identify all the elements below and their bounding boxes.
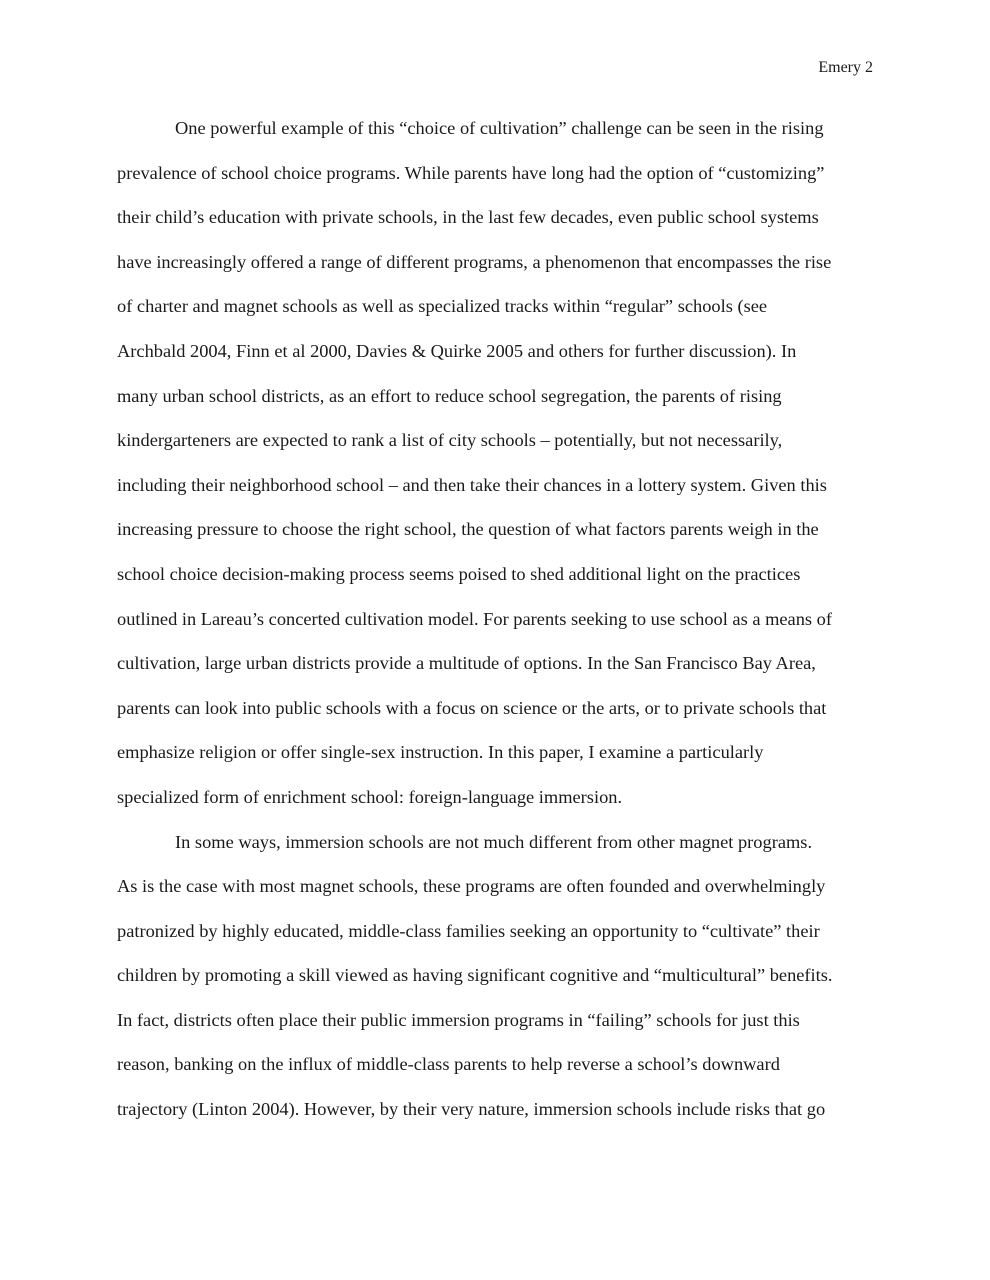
- text-line: reason, banking on the influx of middle-class parents to help reverse a school’s downward: [117, 1054, 780, 1075]
- text-line: have increasingly offered a range of different programs, a phenomenon that encompasses the rise: [117, 251, 832, 272]
- text-line: trajectory (Linton 2004). However, by their very nature, immersion schools include risks that go: [117, 1099, 826, 1120]
- text-line: prevalence of school choice programs. While parents have long had the option of “customizing”: [117, 162, 825, 183]
- text-line: parents can look into public schools with a focus on science or the arts, or to private schools that: [117, 697, 827, 718]
- text-line: specialized form of enrichment school: foreign-language immersion.: [117, 786, 623, 807]
- text-line: children by promoting a skill viewed as having significant cognitive and “multicultural” benefits.: [117, 965, 833, 986]
- text-line: In some ways, immersion schools are not much different from other magnet programs.: [175, 831, 813, 852]
- text-line: cultivation, large urban districts provide a multitude of options. In the San Francisco Bay Area,: [117, 653, 816, 674]
- text-line: many urban school districts, as an effort to reduce school segregation, the parents of rising: [117, 385, 782, 406]
- text-line: patronized by highly educated, middle-class families seeking an opportunity to “cultivate” their: [117, 920, 820, 941]
- paragraph-2: [117, 825, 877, 1137]
- text-line: school choice decision-making process seems poised to shed additional light on the practices: [117, 563, 801, 584]
- paragraph-1: [117, 111, 877, 825]
- text-line: increasing pressure to choose the right school, the question of what factors parents weigh in the: [117, 519, 819, 540]
- text-line: One powerful example of this “choice of cultivation” challenge can be seen in the rising: [175, 118, 824, 138]
- text-line: Archbald 2004, Finn et al 2000, Davies & Quirke 2005 and others for further discussion). In: [117, 340, 797, 361]
- text-line: their child’s education with private schools, in the last few decades, even public school systems: [117, 207, 819, 228]
- running-head: Emery 2: [818, 59, 873, 76]
- text-line: of charter and magnet schools as well as specialized tracks within “regular” schools (see: [117, 296, 768, 317]
- body-text: [117, 111, 877, 1137]
- text-line: In fact, districts often place their public immersion programs in “failing” schools for just this: [117, 1009, 800, 1030]
- text-line: including their neighborhood school – and then take their chances in a lottery system. Given this: [117, 474, 827, 495]
- text-line: kindergarteners are expected to rank a list of city schools – potentially, but not necessarily,: [117, 430, 783, 451]
- text-line: emphasize religion or offer single-sex instruction. In this paper, I examine a particularly: [117, 742, 764, 763]
- text-line: As is the case with most magnet schools, these programs are often founded and overwhelmingly: [117, 876, 826, 897]
- text-line: outlined in Lareau’s concerted cultivation model. For parents seeking to use school as a means of: [117, 608, 832, 629]
